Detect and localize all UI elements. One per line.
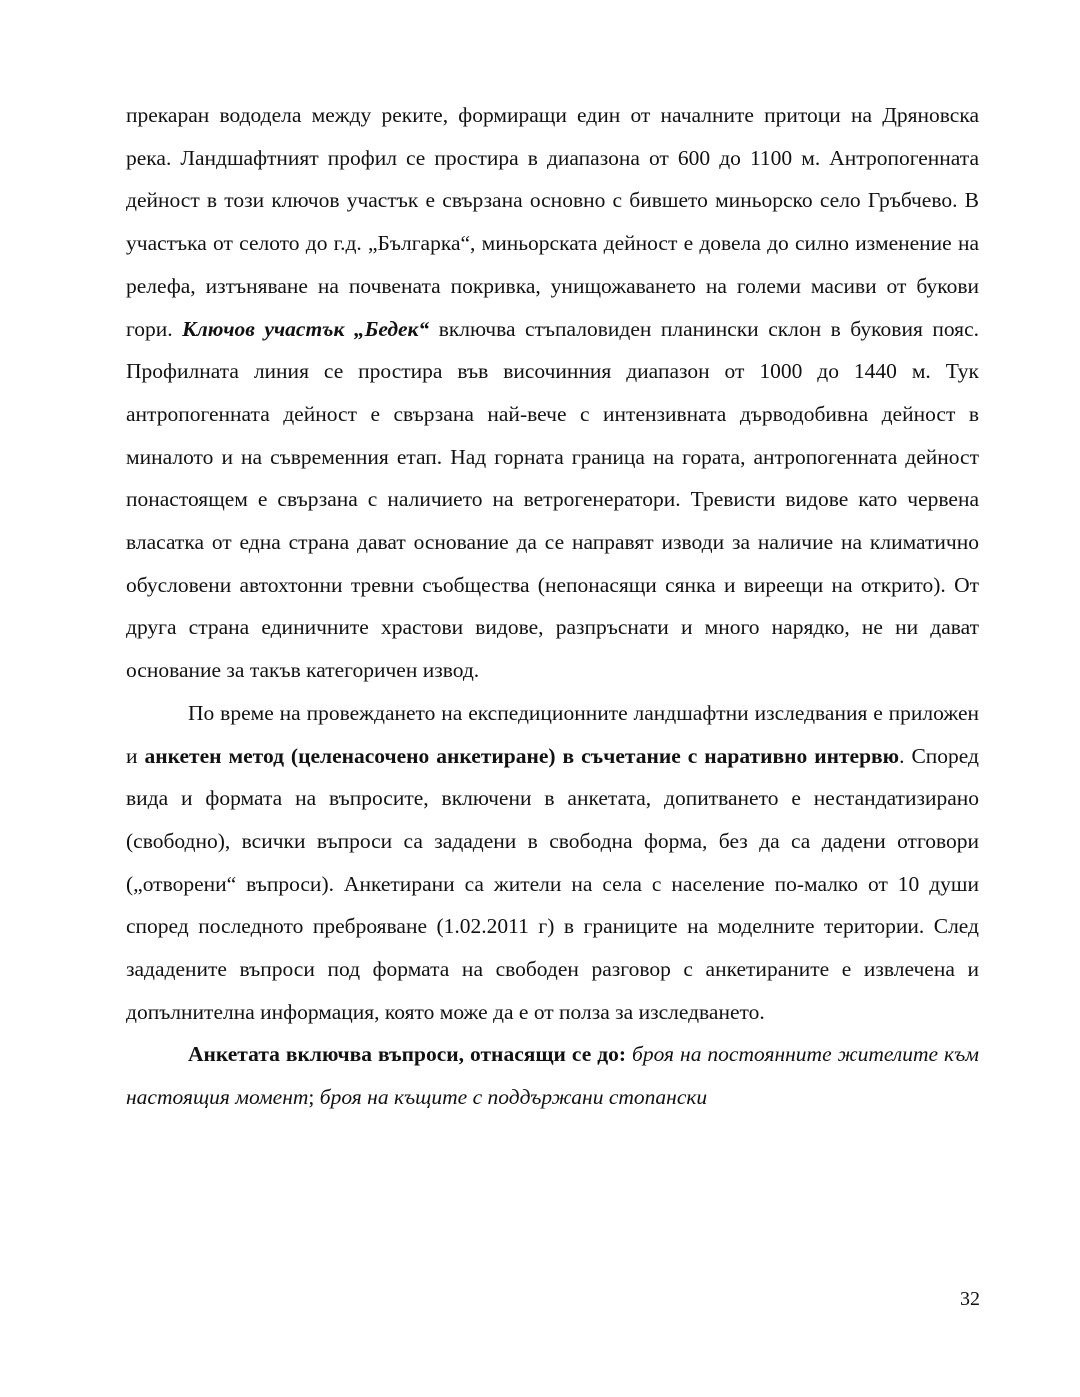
paragraph-2-text-b: . Според вида и формата на въпросите, включени в анкетата, допитването е нестандатизирано (свободно), всички въпроси са зададени в свободна форма, без да са дадени отговори („отворени“ въпроси). Анкетирани са жители на села с население по-малко от 10 души според последното преброяване (1.02.2011 г) в границите на моделните територии. След зададените въпроси под формата на свободен разговор с анкетираните е извлечена и допълнителна информация, която може да е от полза за изследването.: [126, 743, 979, 1024]
paragraph-2-text-a: По време на провеждането на експедиционните ландшафтни изследвания е приложен и: [126, 700, 979, 768]
paragraph-2: [126, 692, 979, 1034]
paragraph-1: [126, 94, 979, 692]
paragraph-1-text-a: прекаран вододела между реките, формиращи един от началните притоци на Дряновска река. Ландшафтният профил се простира в диапазона от 600 до 1100 м. Антропогенната дейност в този ключов участък е свързана основно с бившето миньорско село Гръбчево. В участъка от селото до г.д. „Българка“, миньорската дейност е довела до силно изменение на релефа, изтъняване на почвената покривка, унищожаването на големи масиви от букови гори.: [126, 103, 979, 341]
body-text: [126, 94, 979, 1119]
survey-includes-heading: Анкетата включва въпроси, отнасящи се до:: [188, 1042, 627, 1067]
paragraph-1-text-b: включва стъпаловиден планински склон в буковия пояс. Профилната линия се простира във височинния диапазон от 1000 до 1440 м. Тук антропогенната дейност е свързана най-вече с интензивната дърводобивна дейност в миналото и на съвременния етап. Над горната граница на гората, антропогенната дейност понастоящем е свързана с наличието на ветрогенератори. Тревисти видове като червена власатка от една страна дават основание да се направят изводи за наличие на климатично обусловени автохтонни тревни съобщества (непонасящи сянка и виреещи на открито). От друга страна единичните храстови видове, разпръснати и много нарядко, не ни дават основание за такъв категоричен извод.: [126, 316, 979, 683]
key-site-bedek-heading: Ключов участък „Бедек“: [182, 316, 430, 341]
survey-item-houses: броя на къщите с поддържани стопански: [319, 1085, 708, 1110]
survey-item-residents: броя на постоянните жителите към настоящия момент: [126, 1042, 979, 1110]
survey-method-emphasis: анкетен метод (целенасочено анкетиране) в съчетание с наративно интервю: [144, 743, 900, 768]
paragraph-3-separator: ;: [308, 1085, 320, 1110]
paragraph-3: [126, 1033, 979, 1118]
page-number: 32: [960, 1288, 980, 1310]
